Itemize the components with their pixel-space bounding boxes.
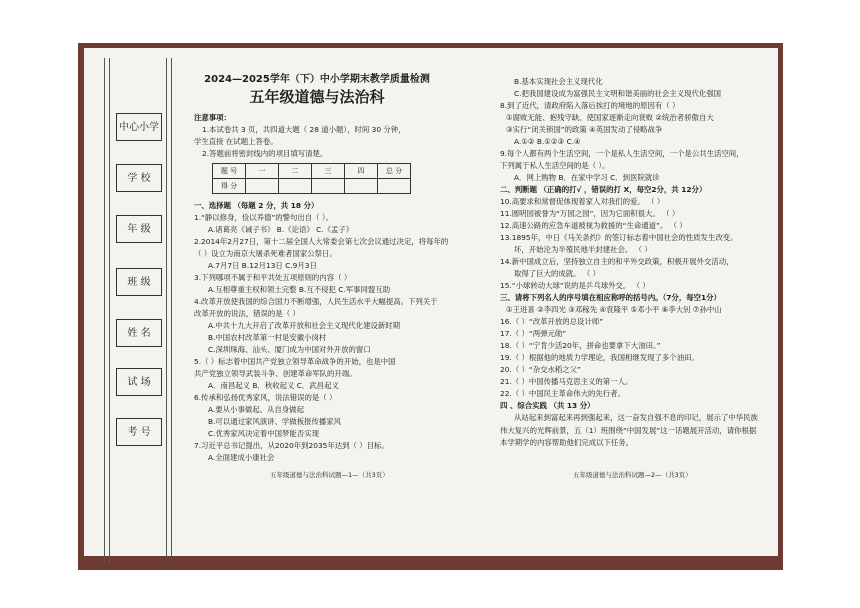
question-line: C.优秀家风决定着中国梦能否实现 [208, 429, 319, 438]
question-line: 11.圆明园被誉为“万园之园”，因为它面积很大。 （ ） [500, 209, 680, 218]
seal-class: 班 级 [116, 268, 162, 296]
section-heading: 三、请将下列名人的序号填在相应称呼的括号内。（7分，每空1分） [500, 293, 721, 302]
question-line: A．南昌起义 B．秋收起义 C．武昌起义 [208, 381, 339, 390]
question-line: 18.（ ）“宁肯少活20年，拼命也要拿下大油田。” [500, 341, 661, 350]
question-line: A.7月7日 B.12月13日 C.9月3日 [208, 261, 317, 270]
practice-intro: 从站起来到富起来再到强起来，这一奋发自强不息的印记，展示了中华民族伟大复兴的光辉前景，五（1）班围绕“中国发展”这一话题展开活动，请你根据本学期学的内容帮助他们完成以下任务。 [500, 413, 758, 447]
notes-heading: 注意事项： [194, 113, 231, 122]
question-line: C.深圳珠海、汕头、厦门成为中国对外开放的窗口 [208, 345, 371, 354]
question-line: ①腐败无能、抱残守缺、使国家逐渐走向衰败 ②统治者骄傲自大 [506, 113, 714, 122]
right-page [500, 76, 780, 450]
question-line: 4.改革开放使我国的综合国力不断增强，人民生活水平大幅提高。下列关于 [194, 297, 438, 306]
question-line: B.基本实现社会主义现代化 [514, 77, 603, 86]
question-line: 16.（ ）“改革开放的总设计师” [500, 317, 604, 326]
question-line: A.全面建成小康社会 [208, 453, 275, 462]
question-line: ③实行“闭关锁国”的政策 ④英国发动了侵略战争 [506, 125, 663, 134]
question-line: 3.下列哪项不属于和平共处五项原则的内容（ ） [194, 273, 352, 282]
question-line: 下列属于私人生活空间的是（ ）。 [500, 161, 610, 170]
question-line: 取得了巨大的成就。 （ ） [514, 269, 600, 278]
question-line: 12.高速公路的应急车道被视为救援的“生命通道”。 （ ） [500, 221, 687, 230]
question-line: 15.“小球转动大球”说的是乒乓球外交。 （ ） [500, 281, 650, 290]
question-line: 坏，开始沦为半殖民地半封建社会。 （ ） [514, 245, 652, 254]
question-line: 22.（ ）中国民主革命伟大的先行者。 [500, 389, 625, 398]
question-line: C.把我国建设成为富强民主文明和谐美丽的社会主义现代化强国 [514, 89, 722, 98]
question-line: A.互相尊重主权和领土完整 B.互不侵犯 C.军事同盟互助 [208, 285, 391, 294]
page-title: 五年级道德与法治科 [249, 88, 385, 106]
question-line: A．网上购物 B．在家中学习 C．到医院就诊 [514, 173, 660, 182]
question-line: （ ）设立为南京大屠杀死难者国家公祭日。 [194, 249, 337, 258]
exam-header: 2024—2025学年（下）中小学期末教学质量检测 [204, 74, 430, 85]
question-line: 6.传承和弘扬优秀家风，说法错误的是（ ） [194, 393, 337, 402]
question-line: A.要从小事做起、从自身做起 [208, 405, 304, 414]
question-line: A.中共十九大开启了改革开放和社会主义现代化建设新时期 [208, 321, 401, 330]
question-line: 20.（ ）“杂交水稻之父” [500, 365, 581, 374]
score-table: 题 号 一 二 三 四 总 分 得 分 [212, 163, 411, 194]
seal-exam-room: 试 场 [116, 368, 162, 396]
question-line: 21.（ ）中国传播马克思主义的第一人。 [500, 377, 633, 386]
note-2: 2.答题前将密封线内的项目填写清楚。 [202, 149, 328, 158]
question-line: B.可以通过家风演讲、学做板报传播家风 [208, 417, 342, 426]
seal-school-center: 中心小学 [116, 113, 162, 141]
seal-school: 学 校 [116, 164, 162, 192]
question-line: B.中国农村改革第一村是安徽小岗村 [208, 333, 327, 342]
binding-margin [100, 58, 178, 563]
section-heading: 二、判断题 （正确的打√ ，错误的打 X，每空2分，共 12分） [500, 185, 707, 194]
question-line: 10.高要求和常督促体现着家人对我们的爱。 （ ） [500, 197, 665, 206]
question-line: 13.1895年，中日《马关条约》的签订标志着中国社会的性质发生改变。 [500, 233, 738, 242]
question-line: 8.到了近代，清政府陷入落后挨打的境地的原因有（ ） [500, 101, 680, 110]
section-heading: 一、选择题 （每题 2 分，共 18 分） [194, 201, 319, 210]
section-heading: 四 、综合实践 （共 13 分） [500, 401, 595, 410]
footer-left: 五年级道德与法治科试题—1—（共3页） [270, 471, 389, 479]
left-page [194, 74, 449, 464]
seal-name: 姓 名 [116, 319, 162, 347]
question-line: 14.新中国成立后，坚持独立自主的和平外交政策，积极开展外交活动， [500, 257, 734, 266]
seal-grade: 年 级 [116, 215, 162, 243]
question-line: 改革开放的说法，错误的是（ ） [194, 309, 300, 318]
question-line: 19.（ ）根据他的地质力学理论，我国相继发现了多个油田。 [500, 353, 699, 362]
names-list: ①王进喜 ②李四光 ③邓稼先 ④袁隆平 ⑤邓小平 ⑥李大钊 ⑦孙中山 [506, 305, 722, 314]
question-line: A.诸葛亮《诫子书》 B.《论语》 C.《孟子》 [208, 225, 354, 234]
question-line: 5.（ ）标志着中国共产党独立领导革命战争的开始，也是中国 [194, 357, 396, 366]
question-line: 2.2014年2月27日，第十二届全国人大常委会第七次会议通过决定，将每年的 [194, 237, 449, 246]
question-line: 7.习近平总书记提出，从2020年到2035年达到（ ）目标。 [194, 441, 389, 450]
seal-exam-number: 考 号 [116, 418, 162, 446]
question-line: 1.“静以修身，俭以养德”的警句出自（ ）。 [194, 213, 334, 222]
note-1: 1.本试卷共 3 页，共四道大题（ 28 道小题），时间 30 分钟， [202, 125, 406, 134]
question-line: 17.（ ）“两弹元勋” [500, 329, 567, 338]
question-line: 共产党独立领导武装斗争、创建革命军队的开端。 [194, 369, 357, 378]
question-line: A.①② B.①②③ C.④ [514, 137, 581, 146]
question-line: 9.每个人都有两个生活空间，一个是私人生活空间，一个是公共生活空间， [500, 149, 744, 158]
footer-right: 五年级道德与法治科试题—2—（共3页） [573, 471, 692, 479]
note-1b: 学生直接 在试题上答卷。 [194, 137, 278, 146]
